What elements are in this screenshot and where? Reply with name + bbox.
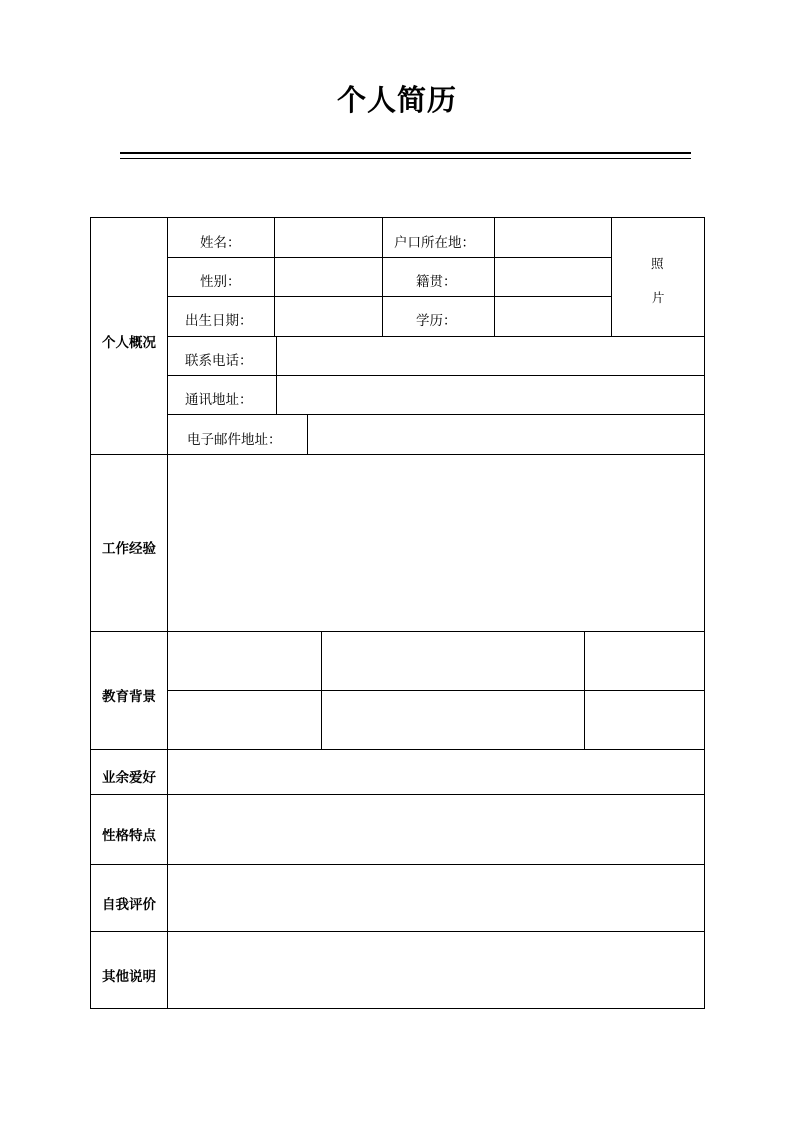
col-divider [611,217,612,336]
section-other-label: 其他说明 [102,969,156,985]
table-border-top [90,217,705,218]
photo-label-1: 照 [651,256,664,271]
row-divider [167,690,705,691]
col-divider [307,414,308,454]
col-divider [382,217,383,336]
title-divider-thick [120,152,691,154]
address-label: 通讯地址： [185,392,253,408]
col-divider [274,217,275,336]
col-divider [276,336,277,414]
section-hobbies-label: 业余爱好 [102,770,156,786]
row-divider [167,414,705,415]
row-divider [167,336,705,337]
native-place-label: 籍贯： [416,274,457,290]
photo-label-2: 片 [652,290,665,305]
name-label: 姓名： [200,235,241,251]
hukou-label: 户口所在地： [394,235,475,251]
section-divider [90,864,705,865]
section-personality-label: 性格特点 [102,828,156,844]
col-divider [494,217,495,336]
row-divider [167,296,612,297]
section-self-eval-label: 自我评价 [102,897,156,913]
section-personal-label: 个人概况 [102,335,156,351]
gender-label: 性别： [200,274,241,290]
education-level-label: 学历： [416,313,457,329]
phone-label: 联系电话： [185,353,253,369]
table-border-bottom [90,1008,705,1009]
section-divider [90,631,705,632]
row-divider [167,375,705,376]
col-divider [584,631,585,749]
title-divider-thin [120,158,691,159]
section-divider [90,931,705,932]
birth-date-label: 出生日期： [185,313,253,329]
col-divider [321,631,322,749]
page-title: 个人简历 [336,83,457,117]
section-divider [90,794,705,795]
row-divider [167,257,612,258]
section-divider [90,454,705,455]
section-divider [90,749,705,750]
section-education-label: 教育背景 [102,689,156,705]
section-work-label: 工作经验 [102,541,156,557]
email-label: 电子邮件地址： [187,432,282,448]
